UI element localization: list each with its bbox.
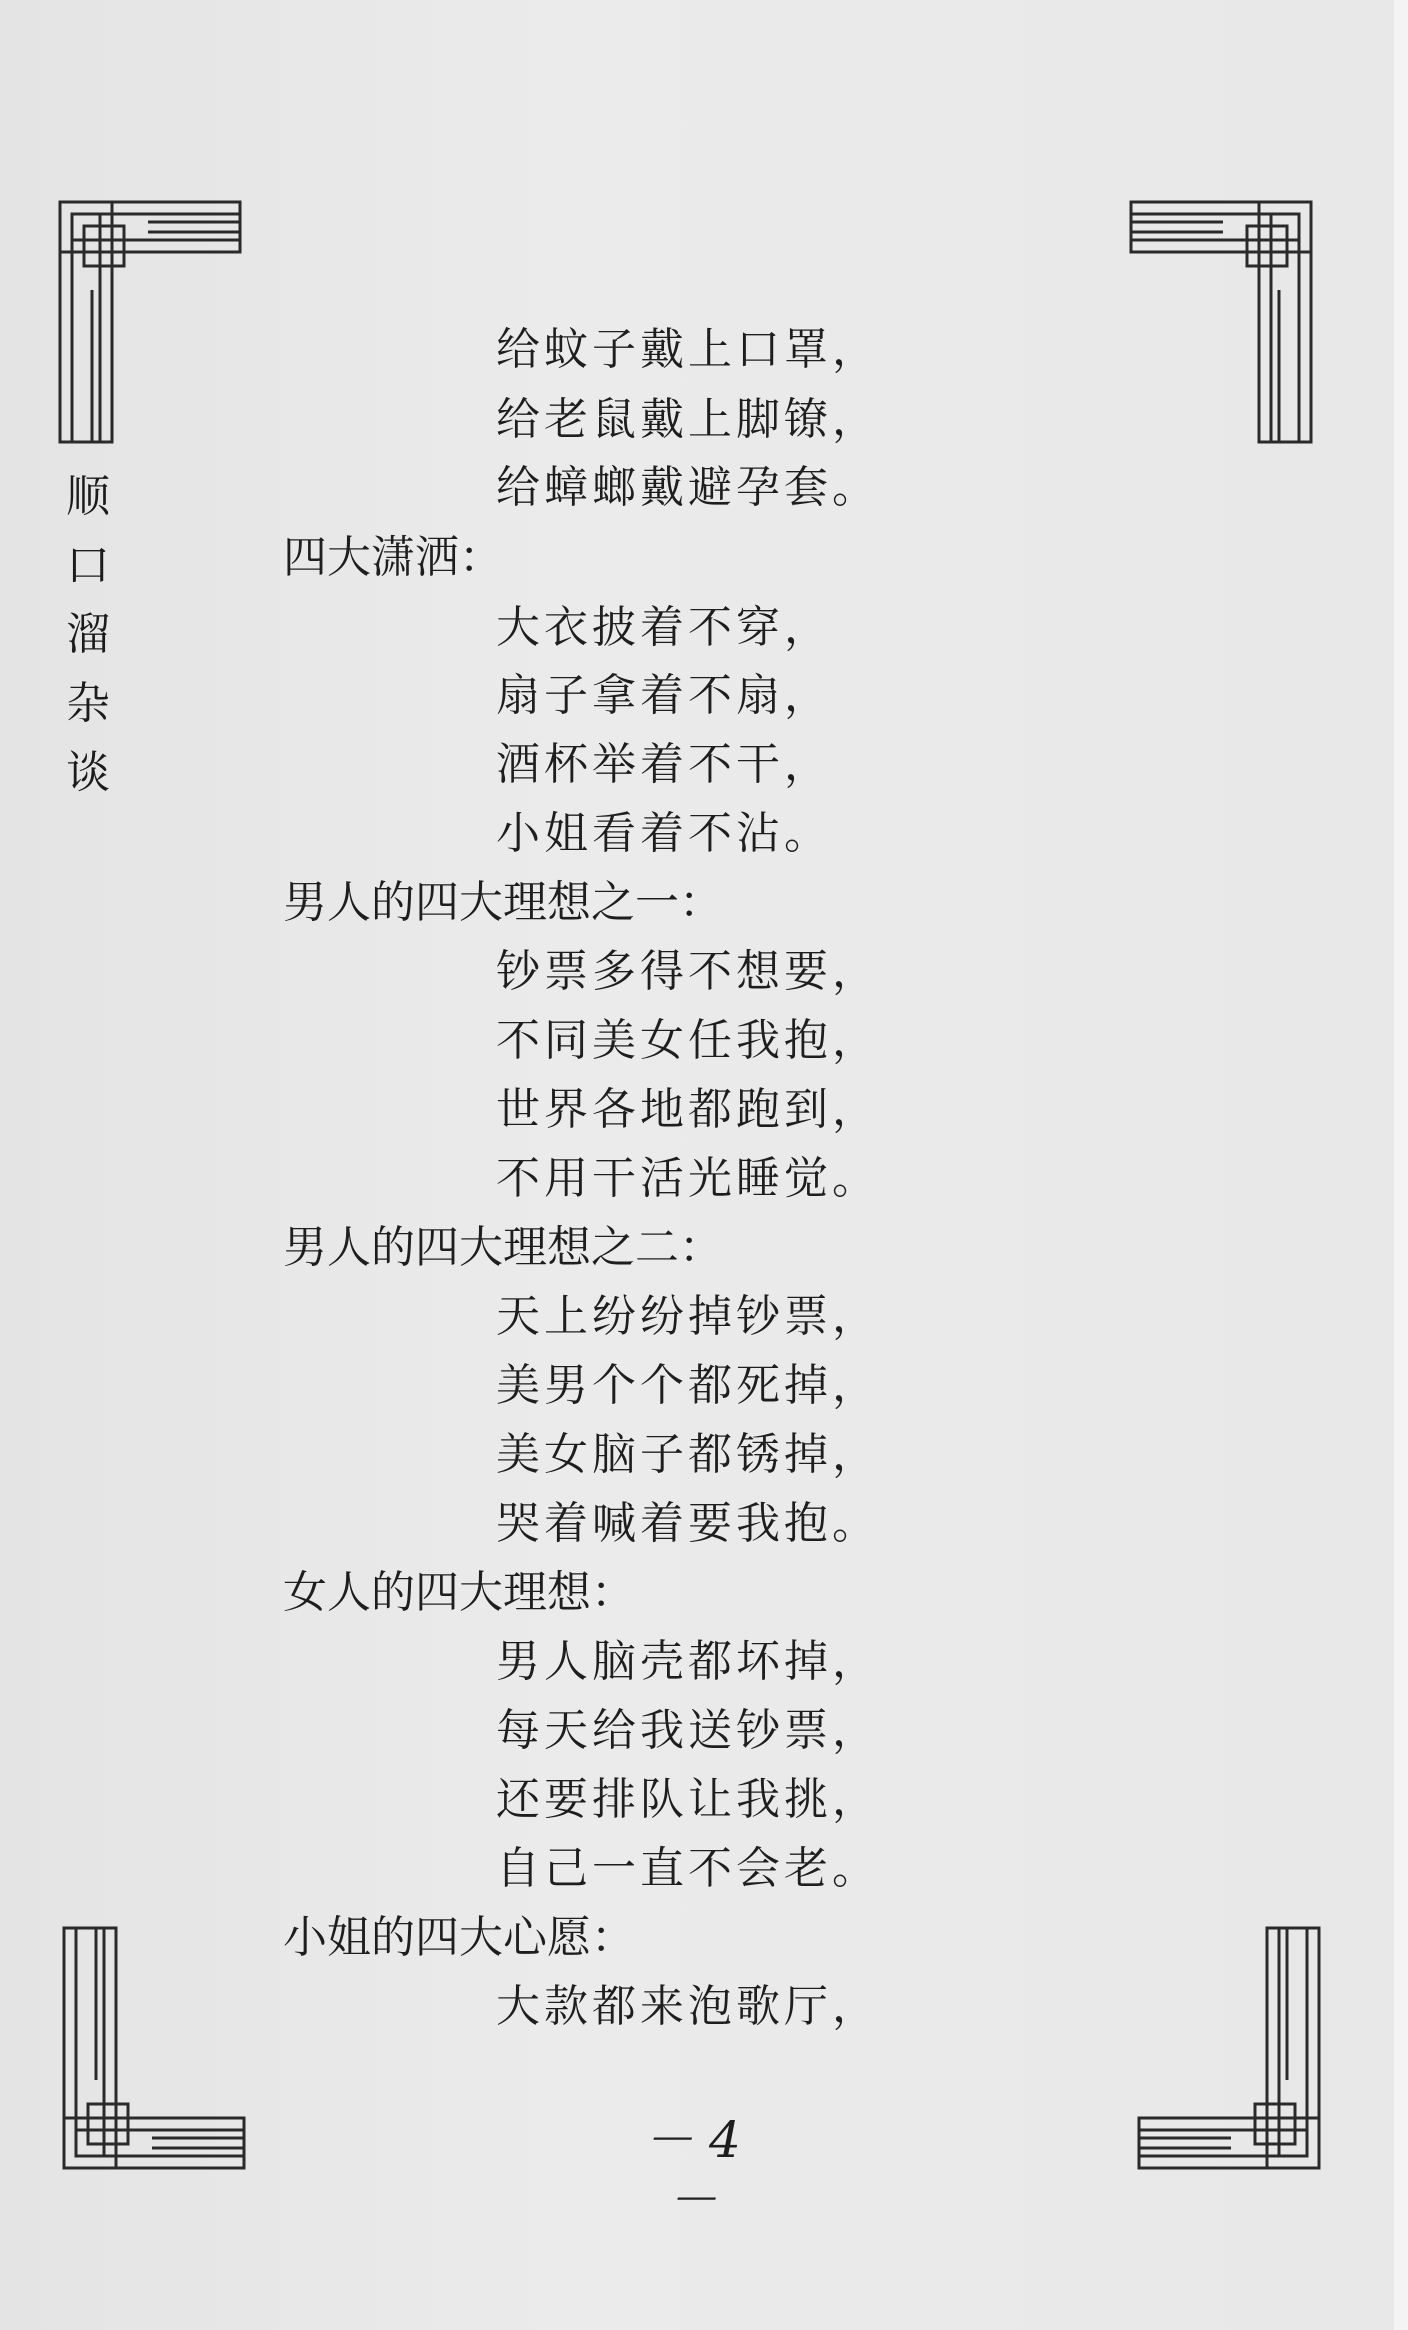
verse-line: 大款都来泡歌厅， [496, 1981, 880, 2032]
verse-line: 还要排队让我挑， [496, 1774, 880, 1825]
running-head-char: 口 [66, 540, 110, 591]
verse-line: 美女脑子都锈掉， [496, 1429, 880, 1480]
verse-line: 天上纷纷掉钞票， [496, 1291, 880, 1342]
verse-line: 世界各地都跑到， [496, 1084, 880, 1135]
section-heading: 女人的四大理想： [283, 1567, 635, 1618]
section-heading: 男人的四大理想之一： [283, 877, 723, 928]
running-head-char: 谈 [66, 747, 110, 798]
verse-line: 给蚊子戴上口罩， [496, 324, 880, 375]
running-head-char: 杂 [66, 678, 110, 729]
verse-line: 给蟑螂戴避孕套。 [496, 462, 880, 513]
section-heading: 男人的四大理想之二： [283, 1222, 723, 1273]
running-head-char: 溜 [66, 609, 110, 660]
verse-line: 扇子拿着不扇， [496, 670, 832, 721]
verse-line: 不同美女任我抱， [496, 1015, 880, 1066]
verse-line: 哭着喊着要我抱。 [496, 1498, 880, 1549]
section-heading: 小姐的四大心愿： [283, 1912, 635, 1963]
verse-line: 小姐看着不沾。 [496, 808, 832, 859]
verse-line: 每天给我送钞票， [496, 1705, 880, 1756]
verse-line: 自己一直不会老。 [496, 1843, 880, 1894]
verse-line: 钞票多得不想要， [496, 946, 880, 997]
verse-line: 给老鼠戴上脚镣， [496, 394, 880, 445]
running-head-char: 顺 [66, 471, 110, 522]
verse-line: 男人脑壳都坏掉， [496, 1636, 880, 1687]
verse-line: 酒杯举着不干， [496, 739, 832, 790]
verse-line: 不用干活光睡觉。 [496, 1153, 880, 1204]
verse-line: 美男个个都死掉， [496, 1360, 880, 1411]
verse-line: 大衣披着不穿， [496, 602, 832, 653]
page-number: － 4 － [643, 2111, 741, 2229]
section-heading: 四大潇洒： [283, 532, 503, 583]
